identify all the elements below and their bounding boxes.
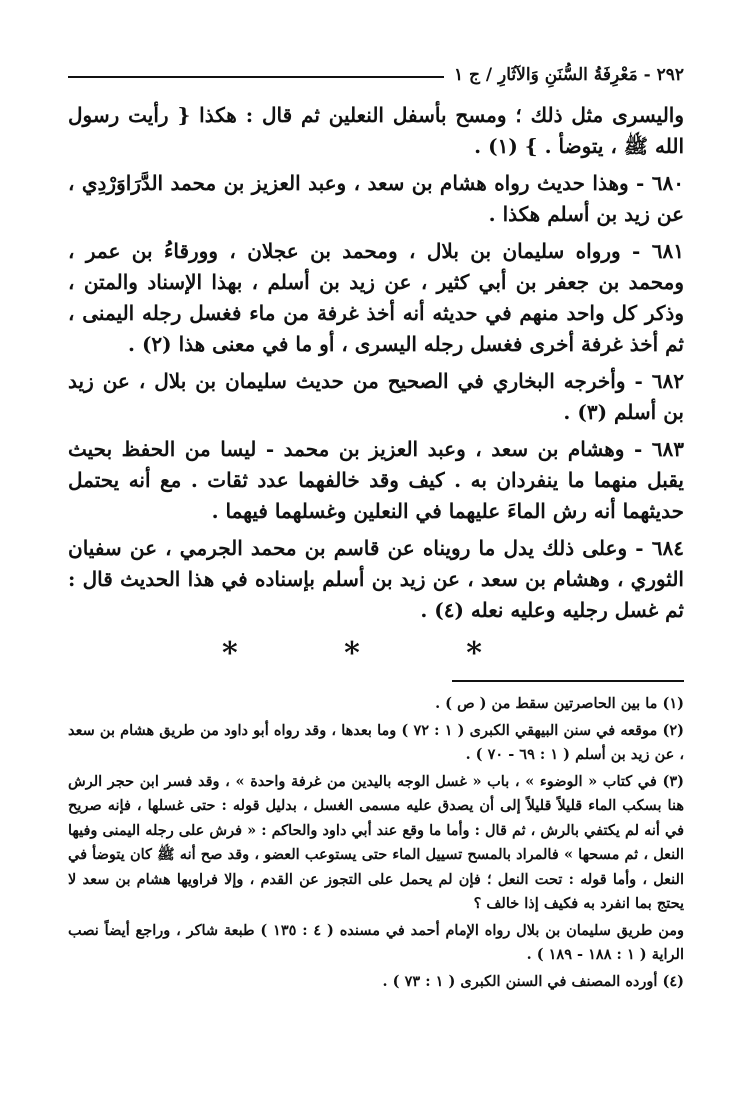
paragraph-682: ٦٨٢ - وأخرجه البخاري في الصحيح من حديث سليمان بن بلال ، عن زيد بن أسلم (٣) . [68, 369, 684, 424]
paragraph-683: ٦٨٣ - وهشام بن سعد ، وعبد العزيز بن محمد - ليسا من الحفظ بحيث يقبل منهما ما ينفردان به . كيف وقد خالفهما عدد ثقات . مع أنه يحتمل حديثهما أنه رش الماءَ عليهما في النعلين وغسلهما فيهما . [68, 437, 684, 523]
footnote-rule [452, 680, 684, 682]
footnote-1: (١) ما بين الحاصرتين سقط من ( ص ) . [435, 695, 684, 712]
section-separator: * * * [222, 636, 530, 671]
paragraph-684: ٦٨٤ - وعلى ذلك يدل ما رويناه عن قاسم بن محمد الجرمي ، عن سفيان الثوري ، وهشام بن سعد ، عن زيد بن أسلم بإسناده في هذا الحديث قال : ثم غسل رجليه وعليه نعله (٤) . [68, 536, 684, 622]
running-head [68, 62, 684, 88]
paragraph-681: ٦٨١ - ورواه سليمان بن بلال ، ومحمد بن عجلان ، وورقاءُ بن عمر ، ومحمد بن جعفر بن أبي كثير ، عن زيد بن أسلم ، بهذا الإسناد والمتن ، وذكر كل واحد منهم في حديثه أنه أخذ غرفة من ماء فغسل رجله اليمنى ، ثم أخذ غرفة أخرى فغسل رجله اليسرى ، أو ما في معنى هذا (٢) . [68, 239, 684, 356]
footnote-4: (٤) أورده المصنف في السنن الكبرى ( ١ : ٧٣ ) . [382, 972, 684, 990]
main-text [68, 100, 684, 632]
paragraph-continuation: واليسرى مثل ذلك ؛ ومسح بأسفل النعلين ثم قال : هكذا { رأيت رسول الله ﷺ ، يتوضأ . } (١) . [68, 103, 684, 158]
footnotes [68, 692, 684, 996]
paragraph-680: ٦٨٠ - وهذا حديث رواه هشام بن سعد ، وعبد العزيز بن محمد الدَّرَاوَرْدِي ، عن زيد بن أسلم هكذا . [68, 171, 684, 226]
footnote-2: (٢) موقعه في سنن البيهقي الكبرى ( ١ : ٧٢ ) وما بعدها ، وقد رواه أبو داود من طريق هشام بن سعد ، عن زيد بن أسلم ( ١ : ٦٩ - ٧٠ ) . [68, 721, 684, 763]
running-head-title: ٢٩٢ - مَعْرِفَةُ السُّنَنِ وَالآثَارِ / ج ١ [453, 65, 684, 85]
footnote-3: (٣) في كتاب « الوضوء » ، باب « غسل الوجه باليدين من غرفة واحدة » ، وقد فسر ابن حجر الرش هنا بسكب الماء قليلاً قليلاً إلى أن يصدق عليه مسمى الغسل ، بدليل قوله : حتى غسلها ، فإنه صريح في أنه لم يكتفي بالرش ، ثم قال : وأما ما وقع عند أبي داود والحاكم : « فرش على رجله اليمنى وفيها النعل ، ثم مسحها » فالمراد بالمسح تسييل الماء حتى يستوعب العضو ، وقد صح أنه ﷺ كان يتوضأ في النعل ، وأما قوله : تحت النعل ؛ فإن لم يحمل على التجوز عن القدم ، وإلا فراويها هشام بن سعد لا يحتج بما انفرد به فكيف إذا خالف ؟ [68, 772, 684, 912]
footnote-3-continuation: ومن طريق سليمان بن بلال رواه الإمام أحمد في مسنده ( ٤ : ١٣٥ ) طبعة شاكر ، وراجع أيضاً نصب الراية ( ١ : ١٨٨ - ١٨٩ ) . [68, 921, 684, 963]
header-rule [68, 76, 444, 78]
